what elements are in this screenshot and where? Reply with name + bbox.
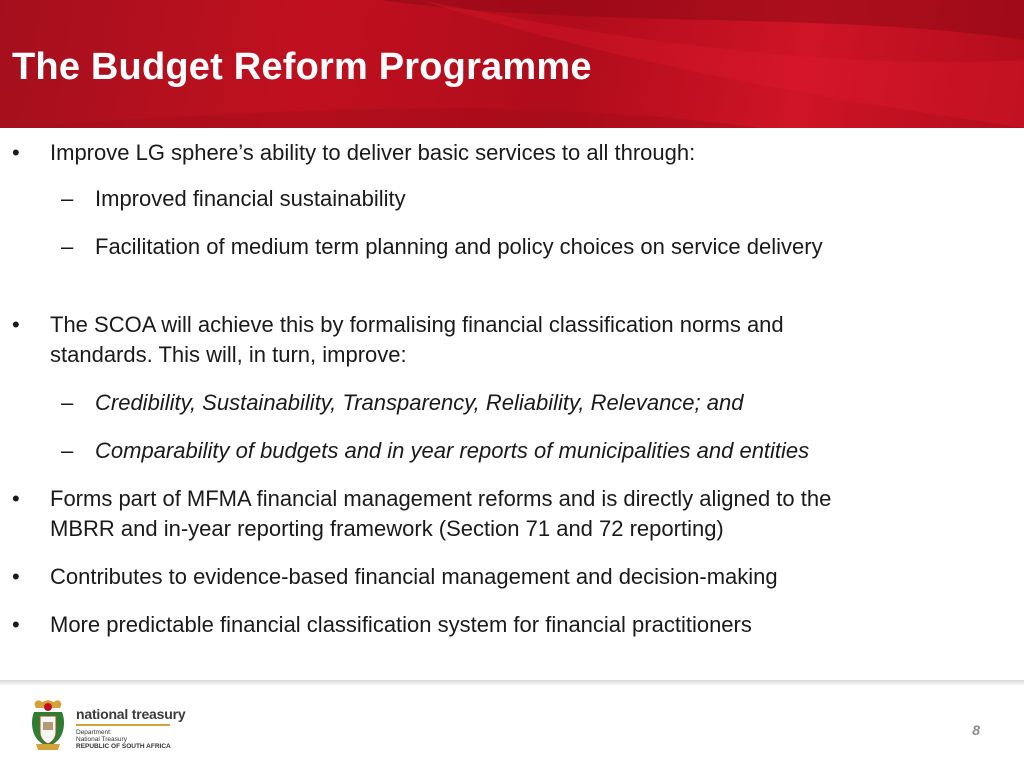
national-treasury-logo [28, 698, 188, 754]
bullet-marker: • [12, 612, 20, 637]
bullet-marker: • [12, 140, 20, 165]
bullet-marker: • [12, 486, 20, 511]
sub-bullet-text: Comparability of budgets and in year reports of municipalities and entities [95, 438, 810, 463]
bullet-item [12, 484, 832, 544]
sub-bullet-item [61, 436, 810, 466]
dash-marker: – [61, 186, 74, 211]
sub-bullet-text: Facilitation of medium term planning and policy choices on service delivery [95, 234, 823, 259]
logo-name: national treasury [76, 706, 186, 722]
bullet-item [12, 562, 778, 592]
sub-bullet-item [61, 388, 744, 418]
dash-marker: – [61, 234, 74, 259]
bullet-item [12, 610, 752, 640]
logo-line-country: REPUBLIC OF SOUTH AFRICA [76, 743, 171, 750]
bullet-text-line: standards. This will, in turn, improve: [50, 342, 407, 367]
bullet-marker: • [12, 564, 20, 589]
bullet-text-line: MBRR and in-year reporting framework (Section 71 and 72 reporting) [50, 516, 724, 541]
footer-divider [0, 680, 1024, 686]
sub-bullet-item [61, 184, 406, 214]
slide-title: The Budget Reform Programme [12, 46, 592, 88]
bullet-text: More predictable financial classification system for financial practitioners [50, 612, 752, 637]
bullet-text-line: The SCOA will achieve this by formalising financial classification norms and [50, 312, 784, 337]
dash-marker: – [61, 438, 74, 463]
page-number: 8 [972, 722, 980, 738]
logo-line-department: Department: [76, 729, 112, 736]
title-bar [0, 0, 1024, 128]
logo-line-treasury: National Treasury [76, 736, 127, 743]
sub-bullet-item [61, 232, 823, 262]
coat-of-arms-icon [28, 698, 68, 752]
bullet-text-line: Forms part of MFMA financial management reforms and is directly aligned to the [50, 486, 832, 511]
bullet-text: Improve LG sphere’s ability to deliver basic services to all through: [50, 140, 696, 165]
sub-bullet-text: Improved financial sustainability [95, 186, 406, 211]
bullet-item [12, 310, 784, 370]
dash-marker: – [61, 390, 74, 415]
bullet-text: Contributes to evidence-based financial management and decision-making [50, 564, 778, 589]
logo-underline [76, 724, 170, 726]
sub-bullet-text: Credibility, Sustainability, Transparency, Reliability, Relevance; and [95, 390, 744, 415]
bullet-item [12, 138, 696, 168]
bullet-marker: • [12, 312, 20, 337]
